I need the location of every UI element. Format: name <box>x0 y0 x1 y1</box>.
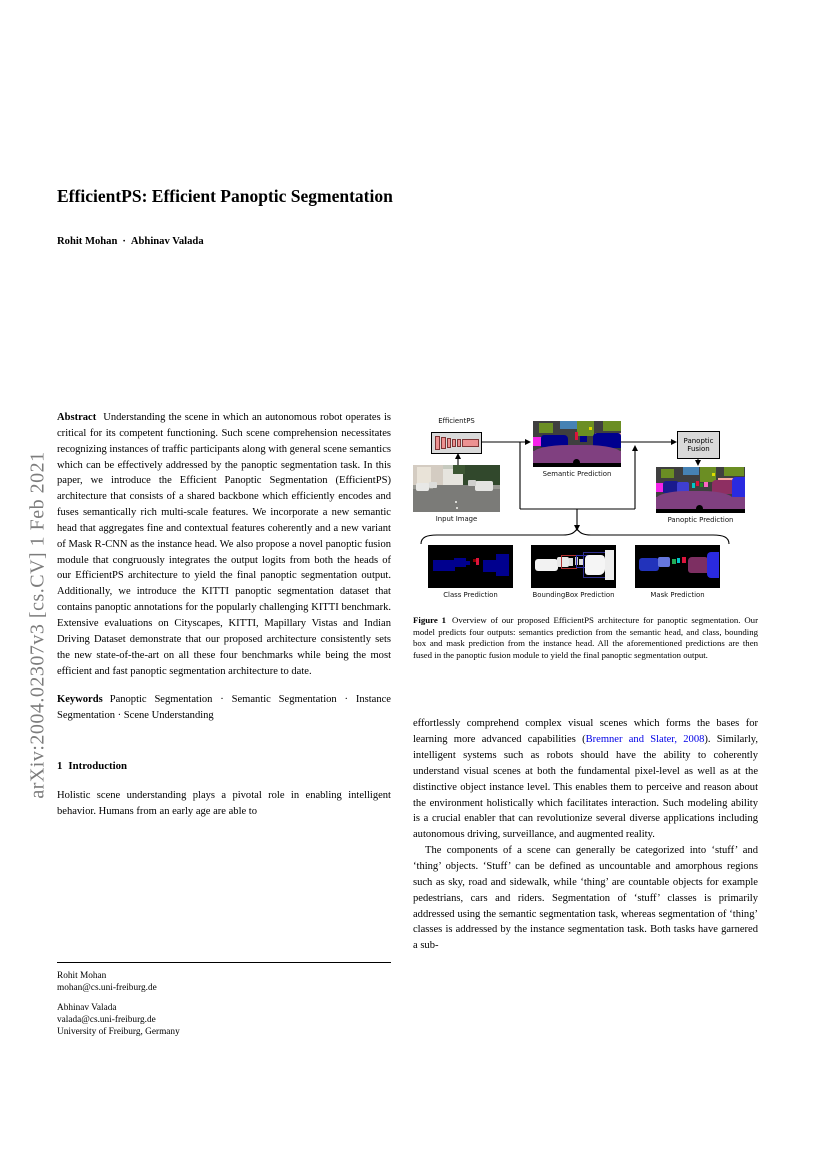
keywords-text: Panoptic Segmentation · Semantic Segmentation · Instance Segmentation · Scene Understanding <box>57 694 391 722</box>
section-title: Introduction <box>68 760 128 773</box>
body-paragraph-1-post: ). Similarly, intelligent systems such as robots should have the ability to coherently understand visual scenes at both the fundamental pixel-level as well as at the distinctive object instance level. This enables them to perceive and reason about the environment holistically which facilitates interaction. Such modeling ability is a crucial enabler that can revolutionize several diverse applications including autonomous driving, surveillance, and augmented reality. <box>413 734 758 841</box>
right-column <box>413 405 758 954</box>
panoptic-prediction-thumbnail <box>656 467 745 513</box>
keywords-paragraph <box>57 692 391 724</box>
input-image-thumbnail <box>413 465 500 512</box>
footnote-author-2-affiliation: University of Freiburg, Germany <box>57 1027 180 1038</box>
input-image-label: Input Image <box>435 515 478 523</box>
panoptic-prediction-label: Panoptic Prediction <box>667 516 734 524</box>
section-number: 1 <box>57 760 63 773</box>
class-prediction-label: Class Prediction <box>443 591 498 599</box>
footnote-block <box>57 962 391 1045</box>
footnote-author-2-email: valada@cs.uni-freiburg.de <box>57 1014 156 1025</box>
author-line <box>57 236 557 247</box>
introduction-paragraph: Holistic scene understanding plays a pivotal role in enabling intelligent behavior. Humans from an early age are able to <box>57 789 391 817</box>
author-separator: · <box>122 236 126 247</box>
abstract-label: Abstract <box>57 412 97 423</box>
panoptic-fusion-label-line2: Fusion <box>687 445 710 453</box>
left-column <box>57 410 391 820</box>
footnote-author-2 <box>57 1002 391 1039</box>
body-paragraph-1 <box>413 716 758 843</box>
curly-brace <box>421 529 729 544</box>
footnote-author-1-name: Rohit Mohan <box>57 971 107 981</box>
figure-1-caption <box>413 615 758 661</box>
footnote-author-2-name: Abhinav Valada <box>57 1002 117 1013</box>
boundingbox-prediction-label: BoundingBox Prediction <box>532 591 615 599</box>
panoptic-fusion-label-line1: Panoptic <box>683 436 714 445</box>
efficientps-label: EfficientPS <box>438 417 475 425</box>
section-heading-introduction <box>57 759 391 775</box>
body-paragraph-1-pre: effortlessly comprehend complex visual scenes which forms the bases for learning more advanced capabilities ( <box>413 718 758 746</box>
mask-prediction-label: Mask Prediction <box>650 591 705 599</box>
boundingbox-prediction-thumbnail <box>531 545 616 588</box>
abstract-paragraph <box>57 410 391 679</box>
class-prediction-thumbnail <box>428 545 513 588</box>
abstract-text: Understanding the scene in which an autonomous robot operates is critical for its competent functioning. Such scene comprehension necessitates recognizing instances of traffic participants along with general scene semantics which can be effectively addressed by the panoptic segmentation task. In this paper, we introduce the Efficient Panoptic Segmentation (EfficientPS) architecture that consists of a shared backbone which efficiently encodes and fuses semantically rich multi-scale features. We incorporate a new semantic head that aggregates fine and contextual features coherently and a new variant of Mask R-CNN as the instance head. We also propose a novel panoptic fusion module that congruously integrates the output logits from both the heads of our EfficientPS architecture to yield the final panoptic segmentation output. Additionally, we introduce the KITTI panoptic segmentation dataset that contains panoptic annotations for the popularly challenging KITTI benchmark. Extensive evaluations on Cityscapes, KITTI, Mapillary Vistas and Indian Driving Dataset demonstrate that our proposed architecture consistently sets the new state-of-the-art on all these four benchmarks while being the most efficient and fast panoptic segmentation architecture to date. <box>57 412 391 677</box>
mask-prediction-thumbnail <box>635 545 720 588</box>
footnote-author-1-email: mohan@cs.uni-freiburg.de <box>57 983 157 994</box>
author-2: Abhinav Valada <box>130 236 204 247</box>
arxiv-watermark: arXiv:2004.02307v3 [cs.CV] 1 Feb 2021 <box>26 451 49 799</box>
figure-1 <box>413 405 758 605</box>
citation-bremner-slater-2008[interactable]: Bremner and Slater, 2008 <box>585 734 705 746</box>
figure-1-caption-label: Figure 1 <box>413 615 447 625</box>
efficientps-backbone-box <box>431 432 482 454</box>
paper-title: EfficientPS: Efficient Panoptic Segmentation <box>57 186 393 206</box>
keywords-label: Keywords <box>57 694 103 706</box>
figure-1-caption-text: Overview of our proposed EfficientPS architecture for panoptic segmentation. Our model predicts four outputs: semantics prediction from the semantic head, and class, bounding box and mask prediction from the instance head. All the aforementioned predictions are then fused in the panoptic fusion module to yield the final panoptic segmentation output. <box>413 615 759 660</box>
semantic-prediction-label: Semantic Prediction <box>542 470 612 478</box>
panoptic-fusion-box <box>677 431 720 459</box>
semantic-prediction-thumbnail <box>533 421 621 467</box>
body-paragraph-2: The components of a scene can generally be categorized into ‘stuff’ and ‘thing’ objects. ‘Stuff’ can be defined as uncountable and amorphous regions such as sky, road and sidewalk, while ‘thing’ are countable objects for example pedestrians, cars and riders. Segmentation of ‘stuff’ classes is primarily addressed using the semantic segmentation task, whereas segmentation of ‘thing’ classes is addressed by the instance segmentation task. Both tasks have garnered a sub- <box>413 845 758 952</box>
author-1: Rohit Mohan <box>57 236 118 247</box>
footnote-author-1 <box>57 970 391 995</box>
